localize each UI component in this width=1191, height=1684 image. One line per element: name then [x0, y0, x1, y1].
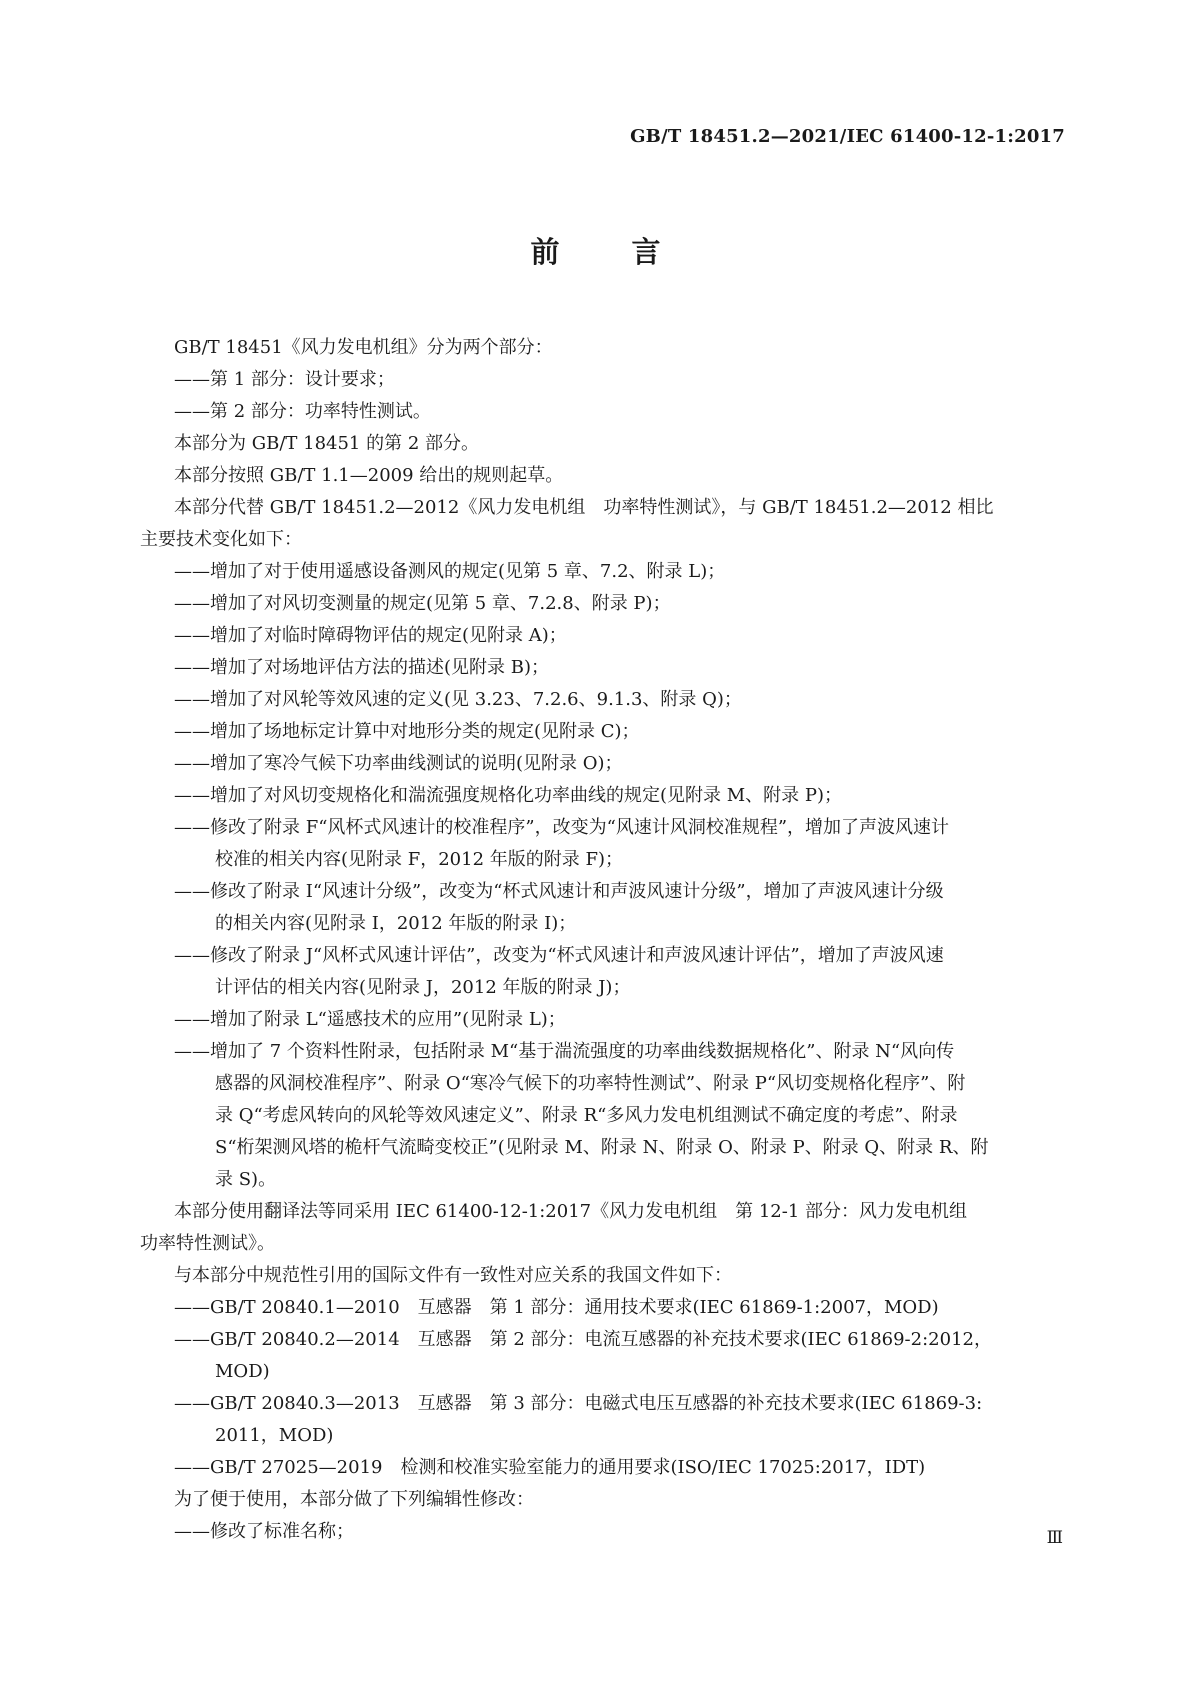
paragraph-line: 本部分使用翻译法等同采用 IEC 61400-12-1:2017《风力发电机组 第 12-1 部分：风力发电机组	[174, 1201, 967, 1222]
standard-header: GB/T 18451.2—2021/IEC 61400-12-1:2017	[630, 126, 1065, 147]
paragraph-continuation: 的相关内容(见附录 I，2012 年版的附录 I)；	[215, 913, 577, 934]
paragraph-continuation: 计评估的相关内容(见附录 J，2012 年版的附录 J)；	[215, 977, 631, 998]
paragraph-line: ——增加了对风轮等效风速的定义(见 3.23、7.2.6、9.1.3、附录 Q)；	[174, 689, 742, 710]
paragraph-continuation: 2011，MOD)	[215, 1425, 334, 1446]
paragraph-continuation: 感器的风洞校准程序”、附录 O“寒冷气候下的功率特性测试”、附录 P“风切变规格化程序”、附	[215, 1073, 966, 1094]
paragraph-continuation: 录 S)。	[215, 1169, 277, 1190]
title-char-left: 前	[530, 235, 560, 269]
paragraph-line: ——第 2 部分：功率特性测试。	[174, 401, 431, 422]
paragraph-line: ——增加了场地标定计算中对地形分类的规定(见附录 C)；	[174, 721, 640, 742]
paragraph-line: ——第 1 部分：设计要求；	[174, 369, 395, 390]
paragraph-line: GB/T 18451《风力发电机组》分为两个部分：	[174, 337, 553, 358]
paragraph-line: ——增加了 7 个资料性附录，包括附录 M“基于湍流强度的功率曲线数据规格化”、附录 N“风向传	[174, 1041, 955, 1062]
foreword-body	[140, 332, 1054, 1548]
paragraph-line: 主要技术变化如下：	[140, 529, 302, 550]
paragraph-continuation: 录 Q“考虑风转向的风轮等效风速定义”、附录 R“多风力发电机组测试不确定度的考虑”、附录	[215, 1105, 958, 1126]
paragraph-line: 本部分为 GB/T 18451 的第 2 部分。	[174, 433, 479, 454]
paragraph-line: ——GB/T 20840.3—2013 互感器 第 3 部分：电磁式电压互感器的补充技术要求(IEC 61869-3:	[174, 1393, 983, 1414]
paragraph-line: ——增加了寒冷气候下功率曲线测试的说明(见附录 O)；	[174, 753, 623, 774]
paragraph-line: ——修改了附录 J“风杯式风速计评估”，改变为“杯式风速计和声波风速计评估”，增加了声波风速	[174, 945, 944, 966]
paragraph-line: ——增加了附录 L“遥感技术的应用”(见附录 L)；	[174, 1009, 566, 1030]
paragraph-line: ——修改了标准名称；	[174, 1521, 354, 1542]
page-number: Ⅲ	[1046, 1528, 1063, 1548]
paragraph-continuation: S“桁架测风塔的桅杆气流畸变校正”(见附录 M、附录 N、附录 O、附录 P、附录 Q、附录 R、附	[215, 1137, 989, 1158]
paragraph-line: ——增加了对风切变规格化和湍流强度规格化功率曲线的规定(见附录 M、附录 P)；	[174, 785, 843, 806]
paragraph-line: 本部分代替 GB/T 18451.2—2012《风力发电机组 功率特性测试》，与 GB/T 18451.2—2012 相比	[174, 497, 994, 518]
paragraph-line: ——增加了对风切变测量的规定(见第 5 章、7.2.8、附录 P)；	[174, 593, 671, 614]
paragraph-line: ——增加了对于使用遥感设备测风的规定(见第 5 章、7.2、附录 L)；	[174, 561, 726, 582]
paragraph-line: ——增加了对临时障碍物评估的规定(见附录 A)；	[174, 625, 567, 646]
paragraph-line: ——GB/T 27025—2019 检测和校准实验室能力的通用要求(ISO/IEC 17025:2017，IDT)	[174, 1457, 926, 1478]
paragraph-line: ——GB/T 20840.1—2010 互感器 第 1 部分：通用技术要求(IEC 61869-1:2007，MOD)	[174, 1297, 939, 1318]
page-title	[0, 230, 1191, 271]
title-char-right: 言	[631, 235, 661, 269]
paragraph-line: ——修改了附录 I“风速计分级”，改变为“杯式风速计和声波风速计分级”，增加了声波风速计分级	[174, 881, 944, 902]
paragraph-line: ——GB/T 20840.2—2014 互感器 第 2 部分：电流互感器的补充技术要求(IEC 61869-2:2012，	[174, 1329, 992, 1350]
paragraph-line: ——修改了附录 F“风杯式风速计的校准程序”，改变为“风速计风洞校准规程”，增加了声波风速计	[174, 817, 950, 838]
paragraph-line: 为了便于使用，本部分做了下列编辑性修改：	[174, 1489, 534, 1510]
paragraph-line: ——增加了对场地评估方法的描述(见附录 B)；	[174, 657, 549, 678]
paragraph-continuation: MOD)	[215, 1361, 270, 1382]
paragraph-line: 本部分按照 GB/T 1.1—2009 给出的规则起草。	[174, 465, 564, 486]
paragraph-line: 功率特性测试》。	[140, 1233, 275, 1254]
paragraph-line: 与本部分中规范性引用的国际文件有一致性对应关系的我国文件如下：	[174, 1265, 732, 1286]
paragraph-continuation: 校准的相关内容(见附录 F，2012 年版的附录 F)；	[215, 849, 623, 870]
